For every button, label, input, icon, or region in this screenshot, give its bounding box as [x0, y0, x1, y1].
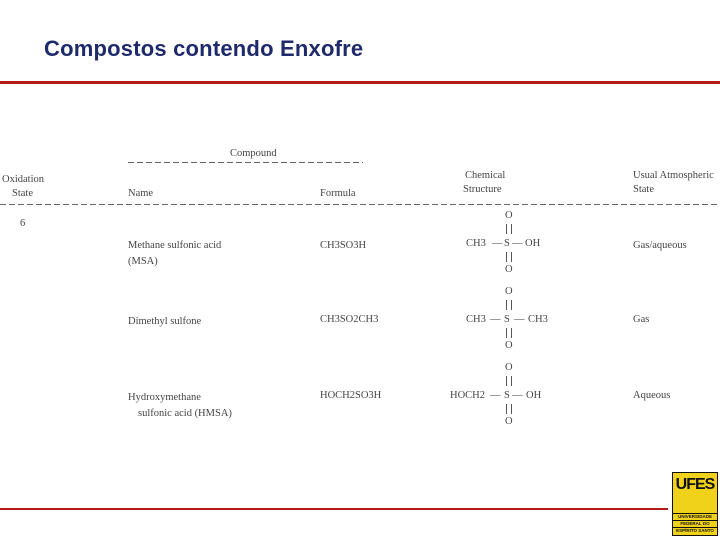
- row3-struct-center: S: [504, 390, 510, 401]
- row1-name-1: Methane sulfonic acid: [128, 240, 222, 251]
- row2-struct-bottom: O: [505, 340, 513, 351]
- header-state-2: State: [633, 184, 654, 195]
- row1-bond-left: —: [492, 238, 503, 249]
- scanned-table: [0, 140, 720, 430]
- row3-bond-top: [506, 376, 512, 386]
- row3-struct-left: HOCH2: [450, 390, 486, 401]
- row2-formula: CH3SO2CH3: [320, 314, 379, 325]
- row1-struct-bottom: O: [505, 264, 513, 275]
- row2-struct-top: O: [505, 286, 513, 297]
- header-formula: Formula: [320, 188, 356, 199]
- row2-state: Gas: [633, 314, 650, 325]
- row1-struct-right: OH: [525, 238, 541, 249]
- row2-bond-right: —: [514, 314, 525, 325]
- row3-bond-right: —: [512, 390, 523, 401]
- row2-bond-bottom: [506, 328, 512, 338]
- slide-title: Compostos contendo Enxofre: [44, 36, 364, 61]
- title-divider: [0, 81, 720, 84]
- header-oxidation-1: Oxidation: [2, 174, 44, 185]
- row3-formula: HOCH2SO3H: [320, 390, 382, 401]
- row1-state: Gas/aqueous: [633, 240, 687, 251]
- header-name: Name: [128, 188, 154, 199]
- row1-bond-top: [506, 224, 512, 234]
- ufes-logo: [672, 472, 718, 536]
- row1-bond-bottom: [506, 252, 512, 262]
- row1-formula: CH3SO3H: [320, 240, 367, 251]
- row3-bond-bottom: [506, 404, 512, 414]
- row1-struct-top: O: [505, 210, 513, 221]
- oxidation-value: 6: [20, 218, 26, 229]
- group-header: Compound: [230, 148, 277, 159]
- header-state-1: Usual Atmospheric: [633, 170, 714, 181]
- header-oxidation-2: State: [12, 188, 33, 199]
- logo-line-2: FEDERAL DO: [673, 520, 717, 527]
- row3-name-1: Hydroxymethane: [128, 392, 201, 403]
- row1-struct-center: S: [504, 238, 510, 249]
- row3-struct-top: O: [505, 362, 513, 373]
- row3-bond-left: —: [490, 390, 501, 401]
- row2-struct-center: S: [504, 314, 510, 325]
- row1-struct-left: CH3: [466, 238, 486, 249]
- footer-divider: [0, 508, 668, 510]
- row1-bond-right: —: [512, 238, 523, 249]
- row2-bond-left: —: [490, 314, 501, 325]
- logo-line-1: UNIVERSIDADE: [673, 513, 717, 520]
- row3-name-2: sulfonic acid (HMSA): [138, 408, 232, 419]
- row3-struct-bottom: O: [505, 416, 513, 427]
- row3-struct-right: OH: [526, 390, 542, 401]
- header-structure-2: Structure: [463, 184, 502, 195]
- group-rule: [128, 162, 363, 163]
- logo-text-band: [673, 513, 717, 535]
- row2-struct-right: CH3: [528, 314, 548, 325]
- row2-struct-left: CH3: [466, 314, 486, 325]
- logo-mark: UFES: [675, 476, 715, 493]
- row2-bond-top: [506, 300, 512, 310]
- row2-name-1: Dimethyl sulfone: [128, 316, 202, 327]
- logo-line-3: ESPÍRITO SANTO: [673, 527, 717, 534]
- header-rule: [0, 204, 718, 205]
- row1-name-2: (MSA): [128, 256, 158, 267]
- row3-state: Aqueous: [633, 390, 671, 401]
- header-structure-1: Chemical: [465, 170, 506, 181]
